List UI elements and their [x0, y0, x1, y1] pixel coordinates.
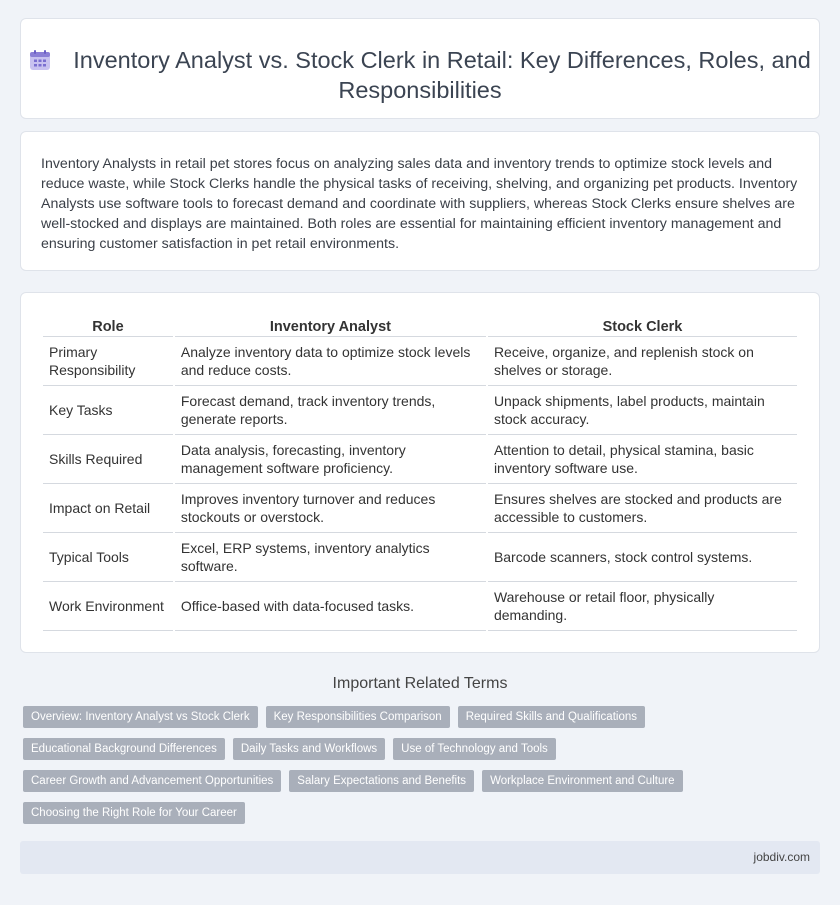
- summary-card: [20, 131, 820, 271]
- related-term-tag[interactable]: Daily Tasks and Workflows: [233, 738, 385, 760]
- clerk-cell: Barcode scanners, stock control systems.: [488, 533, 797, 582]
- table-header-row: [43, 313, 797, 337]
- header-inventory-analyst: Inventory Analyst: [175, 313, 486, 337]
- table-row: [43, 337, 797, 386]
- clerk-cell: Ensures shelves are stocked and products are accessible to customers.: [488, 484, 797, 533]
- page-title: Inventory Analyst vs. Stock Clerk in Retail: Key Differences, Roles, and Responsibilities: [73, 47, 811, 103]
- header-stock-clerk: Stock Clerk: [488, 313, 797, 337]
- row-label: Impact on Retail: [43, 484, 173, 533]
- related-terms-title: Important Related Terms: [332, 675, 508, 692]
- summary-paragraph: Inventory Analysts in retail pet stores focus on analyzing sales data and inventory trends to optimize stock levels and reduce waste, while Stock Clerks handle the physical tasks of receiving, shelving, and organizing pet products. Inventory Analysts use software tools to forecast demand and coordinate with suppliers, whereas Stock Clerks ensure shelves are well-stocked and displays are maintained. Both roles are essential for maintaining efficient inventory management and ensuring customer satisfaction in pet retail environments.: [41, 156, 798, 252]
- related-term-tag[interactable]: Career Growth and Advancement Opportunities: [23, 770, 281, 792]
- analyst-cell: Forecast demand, track inventory trends, generate reports.: [175, 386, 486, 435]
- table-row: [43, 435, 797, 484]
- analyst-cell: Data analysis, forecasting, inventory management software proficiency.: [175, 435, 486, 484]
- clerk-cell: Unpack shipments, label products, maintain stock accuracy.: [488, 386, 797, 435]
- table-row: [43, 533, 797, 582]
- row-label: Key Tasks: [43, 386, 173, 435]
- related-terms-tags: [23, 706, 743, 824]
- page-title-wrap: [21, 45, 819, 105]
- calendar-icon: [29, 49, 51, 71]
- analyst-cell: Analyze inventory data to optimize stock levels and reduce costs.: [175, 337, 486, 386]
- clerk-cell: Receive, organize, and replenish stock on shelves or storage.: [488, 337, 797, 386]
- related-term-tag[interactable]: Overview: Inventory Analyst vs Stock Clerk: [23, 706, 258, 728]
- related-term-tag[interactable]: Required Skills and Qualifications: [458, 706, 645, 728]
- comparison-table: [41, 313, 799, 631]
- row-label: Typical Tools: [43, 533, 173, 582]
- analyst-cell: Office-based with data-focused tasks.: [175, 582, 486, 631]
- related-term-tag[interactable]: Workplace Environment and Culture: [482, 770, 683, 792]
- footer-bar: [20, 841, 820, 874]
- header-role: Role: [43, 313, 173, 337]
- row-label: Primary Responsibility: [43, 337, 173, 386]
- related-term-tag[interactable]: Salary Expectations and Benefits: [289, 770, 474, 792]
- table-row: [43, 386, 797, 435]
- analyst-cell: Improves inventory turnover and reduces stockouts or overstock.: [175, 484, 486, 533]
- table-row: [43, 582, 797, 631]
- related-term-tag[interactable]: Choosing the Right Role for Your Career: [23, 802, 245, 824]
- row-label: Work Environment: [43, 582, 173, 631]
- clerk-cell: Warehouse or retail floor, physically demanding.: [488, 582, 797, 631]
- clerk-cell: Attention to detail, physical stamina, basic inventory software use.: [488, 435, 797, 484]
- table-row: [43, 484, 797, 533]
- related-term-tag[interactable]: Key Responsibilities Comparison: [266, 706, 450, 728]
- related-term-tag[interactable]: Educational Background Differences: [23, 738, 225, 760]
- footer-site-link[interactable]: jobdiv.com: [753, 850, 810, 864]
- analyst-cell: Excel, ERP systems, inventory analytics software.: [175, 533, 486, 582]
- row-label: Skills Required: [43, 435, 173, 484]
- header-card: [20, 18, 820, 119]
- related-term-tag[interactable]: Use of Technology and Tools: [393, 738, 556, 760]
- comparison-table-card: [20, 292, 820, 653]
